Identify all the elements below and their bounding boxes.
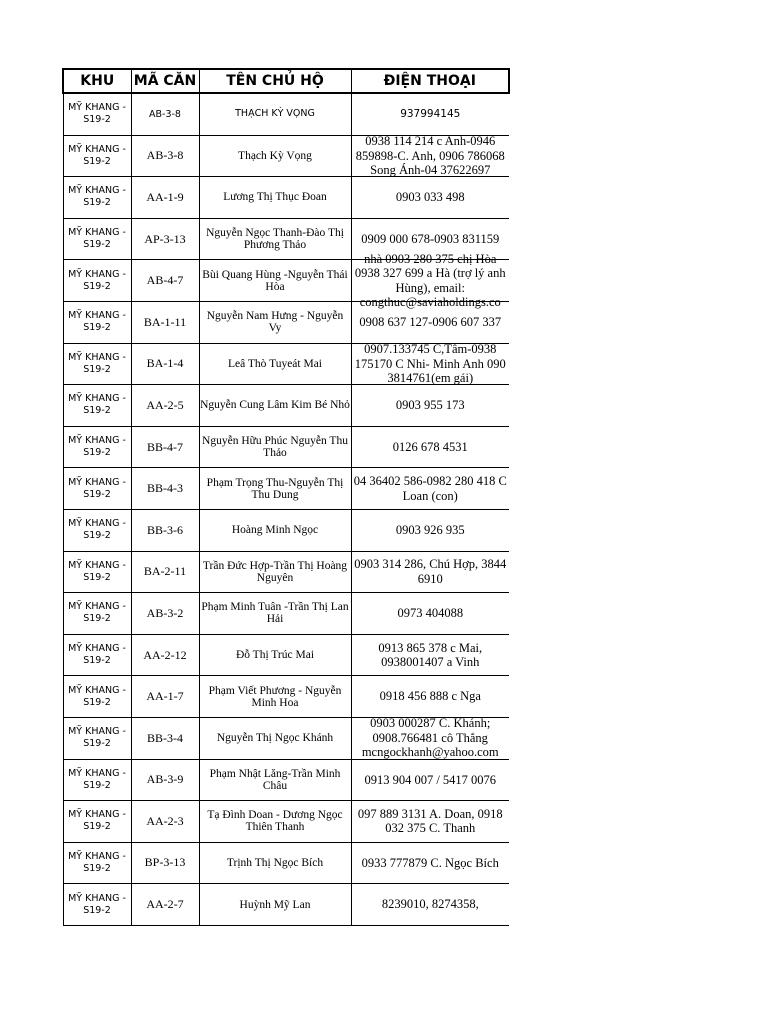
cell-ten-chu-ho-text: Hoàng Minh Ngọc [231, 524, 319, 537]
cell-dien-thoai-text: 0908 637 127-0906 607 337 [359, 315, 502, 330]
cell-khu [63, 260, 131, 302]
cell-ma-can-text: AA-2-7 [146, 897, 184, 912]
cell-dien-thoai [351, 385, 509, 427]
cell-khu-text: MỸ KHANG - S19-2 [68, 809, 126, 833]
cell-ten-chu-ho-text: Phạm Viết Phương - Nguyễn Minh Hoa [208, 684, 342, 709]
cell-dien-thoai-text: 0903 926 935 [395, 522, 465, 537]
cell-ma-can [131, 759, 199, 801]
cell-ma-can [131, 717, 199, 759]
cell-ten-chu-ho [199, 842, 351, 884]
cell-dien-thoai-text: 0903 314 286, Chú Hợp, 3844 6910 [354, 557, 507, 586]
cell-ma-can-text: BA-1-4 [146, 356, 184, 371]
cell-dien-thoai [351, 717, 509, 759]
cell-dien-thoai [351, 509, 509, 551]
cell-ma-can-text: AA-1-9 [146, 189, 184, 204]
cell-ten-chu-ho-text: Phạm Trọng Thu-Nguyễn Thị Thu Dung [206, 476, 344, 501]
cell-dien-thoai [351, 93, 509, 135]
cell-dien-thoai [351, 676, 509, 718]
table-row [63, 260, 509, 302]
cell-khu-text: MỸ KHANG - S19-2 [68, 850, 126, 874]
cell-ten-chu-ho [199, 218, 351, 260]
cell-ma-can-text: BA-1-11 [143, 314, 187, 329]
cell-ma-can-text: AB-3-8 [146, 148, 184, 163]
cell-ten-chu-ho-text: Lương Thị Thục Đoan [223, 191, 327, 204]
cell-khu [63, 218, 131, 260]
cell-dien-thoai [351, 177, 509, 219]
cell-khu [63, 468, 131, 510]
cell-ma-can-text: AA-2-3 [146, 813, 184, 828]
cell-ma-can-text: BB-3-4 [147, 730, 183, 745]
cell-ma-can [131, 884, 199, 926]
cell-dien-thoai [351, 842, 509, 884]
cell-dien-thoai-text: 0903 955 173 [395, 398, 465, 413]
header-ma-can: MÃ CĂN [131, 69, 199, 93]
cell-ten-chu-ho-text: Phạm Nhật Lăng-Trần Minh Châu [209, 767, 341, 792]
cell-khu [63, 177, 131, 219]
cell-ten-chu-ho [199, 93, 351, 135]
cell-ten-chu-ho-text: Trịnh Thị Ngọc Bích [226, 856, 324, 869]
cell-khu-text: MỸ KHANG - S19-2 [68, 227, 126, 251]
cell-khu [63, 759, 131, 801]
cell-khu-text: MỸ KHANG - S19-2 [68, 185, 126, 209]
cell-ma-can-text: AB-3-9 [146, 772, 184, 787]
header-khu: KHU [63, 69, 131, 93]
cell-dien-thoai [351, 135, 509, 177]
cell-ten-chu-ho [199, 385, 351, 427]
table-row [63, 593, 509, 635]
cell-ten-chu-ho [199, 177, 351, 219]
cell-ma-can-text: AB-3-2 [146, 605, 184, 620]
cell-ma-can [131, 135, 199, 177]
cell-ma-can-text: BP-3-13 [144, 855, 186, 870]
cell-khu [63, 93, 131, 135]
cell-ten-chu-ho-text: Tạ Đình Doan - Dương Ngọc Thiên Thanh [207, 809, 343, 834]
table-row [63, 177, 509, 219]
cell-dien-thoai-text: 0903 033 498 [395, 190, 465, 205]
table-row [63, 509, 509, 551]
header-row [63, 69, 509, 93]
cell-dien-thoai [351, 251, 509, 310]
cell-ma-can [131, 842, 199, 884]
cell-khu-text: MỸ KHANG - S19-2 [68, 684, 126, 708]
cell-dien-thoai [351, 634, 509, 676]
cell-khu [63, 509, 131, 551]
cell-dien-thoai [351, 759, 509, 801]
cell-dien-thoai [351, 801, 509, 843]
cell-ten-chu-ho [199, 343, 351, 385]
cell-dien-thoai-text: 0913 865 378 c Mai, 0938001407 a Vinh [378, 640, 483, 670]
cell-dien-thoai-text: 0973 404088 [397, 606, 464, 621]
cell-ten-chu-ho-text: Huỳnh Mỹ Lan [239, 898, 311, 911]
table-row [63, 426, 509, 468]
cell-ma-can-text: AA-2-12 [143, 647, 187, 662]
cell-dien-thoai-text: 04 36402 586-0982 280 418 C Loan (con) [353, 474, 507, 503]
table-row [63, 135, 509, 177]
cell-ma-can-text: BB-3-6 [147, 522, 183, 537]
cell-khu-text: MỸ KHANG - S19-2 [68, 268, 126, 292]
cell-khu [63, 135, 131, 177]
cell-ma-can-text: AA-1-7 [146, 689, 184, 704]
cell-ten-chu-ho [199, 717, 351, 759]
table-row [63, 842, 509, 884]
cell-ma-can-text: AB-4-7 [146, 273, 184, 288]
table-row [63, 468, 509, 510]
cell-ten-chu-ho [199, 135, 351, 177]
cell-khu-text: MỸ KHANG - S19-2 [68, 435, 126, 459]
cell-ma-can [131, 343, 199, 385]
cell-ten-chu-ho-text: Phạm Minh Tuân -Trần Thị Lan Hải [201, 601, 349, 626]
cell-khu [63, 717, 131, 759]
cell-khu-text: MỸ KHANG - S19-2 [68, 310, 126, 334]
cell-ma-can [131, 593, 199, 635]
cell-dien-thoai-text: 937994145 [400, 108, 461, 121]
cell-dien-thoai [351, 884, 509, 926]
cell-khu [63, 426, 131, 468]
cell-ten-chu-ho [199, 884, 351, 926]
cell-khu-text: MỸ KHANG - S19-2 [68, 393, 126, 417]
cell-dien-thoai-text: 0903 000287 C. Khánh; 0908.766481 cô Thắng mcngockhanh@yahoo.com [361, 716, 499, 760]
cell-dien-thoai-text: 0918 456 888 c Nga [379, 689, 481, 704]
cell-khu-text: MỸ KHANG - S19-2 [68, 102, 126, 126]
cell-ten-chu-ho [199, 301, 351, 343]
cell-ten-chu-ho [199, 593, 351, 635]
cell-ten-chu-ho [199, 509, 351, 551]
cell-khu [63, 301, 131, 343]
cell-ma-can-text: AP-3-13 [144, 231, 186, 246]
cell-khu-text: MỸ KHANG - S19-2 [68, 476, 126, 500]
header-dien-thoai: ĐIỆN THOẠI [351, 69, 509, 93]
cell-ten-chu-ho-text: Nguyễn Thị Ngọc Khánh [216, 732, 334, 745]
cell-ten-chu-ho-text: Nguyễn Hữu Phúc Nguyễn Thu Thảo [202, 435, 348, 460]
cell-ten-chu-ho-text: Nguyễn Cung Lâm Kim Bé Nhỏ [200, 399, 350, 412]
cell-ten-chu-ho [199, 801, 351, 843]
cell-ten-chu-ho-text: Thạch Kỳ Vọng [238, 149, 312, 162]
cell-ma-can [131, 260, 199, 302]
cell-ma-can [131, 177, 199, 219]
cell-ten-chu-ho-text: THẠCH KỲ VỌNG [235, 108, 315, 120]
cell-ten-chu-ho-text: Leâ Thò Tuyeát Mai [227, 357, 323, 370]
cell-khu-text: MỸ KHANG - S19-2 [68, 892, 126, 916]
cell-ma-can [131, 385, 199, 427]
cell-ten-chu-ho-text: Nguyễn Ngọc Thanh-Đào Thị Phương Thảo [206, 227, 344, 252]
cell-khu [63, 593, 131, 635]
cell-dien-thoai [351, 343, 509, 385]
cell-ma-can [131, 634, 199, 676]
cell-khu-text: MỸ KHANG - S19-2 [68, 559, 126, 583]
cell-ten-chu-ho-text: Nguyễn Nam Hưng - Nguyễn Vy [206, 310, 344, 335]
cell-dien-thoai [351, 551, 509, 593]
cell-dien-thoai-text: 097 889 3131 A. Doan, 0918 032 375 C. Thanh [357, 806, 503, 836]
cell-khu [63, 842, 131, 884]
cell-khu [63, 801, 131, 843]
table-row [63, 343, 509, 385]
cell-dien-thoai [351, 426, 509, 468]
cell-dien-thoai-text: 0126 678 4531 [392, 439, 468, 454]
cell-khu-text: MỸ KHANG - S19-2 [68, 601, 126, 625]
cell-ten-chu-ho-text: Trần Đức Hợp-Trần Thị Hoàng Nguyên [202, 559, 348, 584]
cell-khu-text: MỸ KHANG - S19-2 [68, 726, 126, 750]
cell-ten-chu-ho [199, 759, 351, 801]
cell-ma-can [131, 218, 199, 260]
table-row [63, 717, 509, 759]
cell-khu-text: MỸ KHANG - S19-2 [68, 518, 126, 542]
cell-ten-chu-ho [199, 260, 351, 302]
cell-dien-thoai-text: 0938 114 214 c Anh-0946 859898-C. Anh, 0906 786068 Song Ánh-04 37622697 [355, 134, 505, 178]
cell-dien-thoai-text: 0913 904 007 / 5417 0076 [364, 772, 497, 787]
cell-dien-thoai-text: 0907.133745 C,Tâm-0938 175170 C Nhi- Minh Anh 090 3814761(em gái) [354, 342, 506, 386]
cell-khu [63, 343, 131, 385]
table-row [63, 551, 509, 593]
cell-ma-can [131, 93, 199, 135]
table-row [63, 385, 509, 427]
cell-ten-chu-ho [199, 551, 351, 593]
cell-ten-chu-ho [199, 468, 351, 510]
cell-dien-thoai-text: 0909 000 678-0903 831159 [361, 231, 500, 246]
cell-khu [63, 634, 131, 676]
cell-khu [63, 385, 131, 427]
cell-ma-can-text: AB-3-8 [149, 108, 181, 120]
cell-ma-can [131, 468, 199, 510]
cell-khu-text: MỸ KHANG - S19-2 [68, 351, 126, 375]
cell-khu [63, 551, 131, 593]
cell-ten-chu-ho [199, 676, 351, 718]
table-row [63, 759, 509, 801]
cell-ma-can-text: AA-2-5 [146, 397, 184, 412]
cell-ten-chu-ho [199, 426, 351, 468]
header-ten-chu-ho: TÊN CHỦ HỘ [199, 69, 351, 93]
cell-dien-thoai [351, 593, 509, 635]
table-row [63, 801, 509, 843]
cell-ma-can [131, 426, 199, 468]
owner-contact-table [62, 68, 510, 926]
cell-ma-can [131, 509, 199, 551]
cell-ten-chu-ho-text: Bùi Quang Hùng -Nguyễn Thái Hòa [202, 268, 348, 293]
cell-khu [63, 676, 131, 718]
table-row [63, 634, 509, 676]
cell-ma-can-text: BB-4-3 [147, 481, 183, 496]
cell-ten-chu-ho-text: Đỗ Thị Trúc Mai [235, 649, 315, 662]
cell-khu-text: MỸ KHANG - S19-2 [68, 643, 126, 667]
cell-dien-thoai [351, 468, 509, 510]
cell-khu-text: MỸ KHANG - S19-2 [68, 767, 126, 791]
cell-khu [63, 884, 131, 926]
table-row [63, 93, 509, 135]
cell-ma-can [131, 301, 199, 343]
cell-ma-can [131, 801, 199, 843]
cell-ma-can-text: BB-4-7 [147, 439, 183, 454]
cell-ma-can [131, 551, 199, 593]
table-row [63, 676, 509, 718]
cell-ma-can-text: BA-2-11 [143, 564, 187, 579]
table-row [63, 884, 509, 926]
cell-dien-thoai-text: 0933 777879 C. Ngọc Bích [361, 855, 499, 870]
cell-dien-thoai-text: nhà 0903 280 375 chị Hòa 0938 327 699 a Hà (trợ lý anh Hùng), email: congthuc@saviaholdings.co [354, 251, 506, 310]
cell-dien-thoai-text: 8239010, 8274358, [381, 897, 479, 912]
cell-khu-text: MỸ KHANG - S19-2 [68, 143, 126, 167]
cell-ten-chu-ho [199, 634, 351, 676]
cell-ma-can [131, 676, 199, 718]
